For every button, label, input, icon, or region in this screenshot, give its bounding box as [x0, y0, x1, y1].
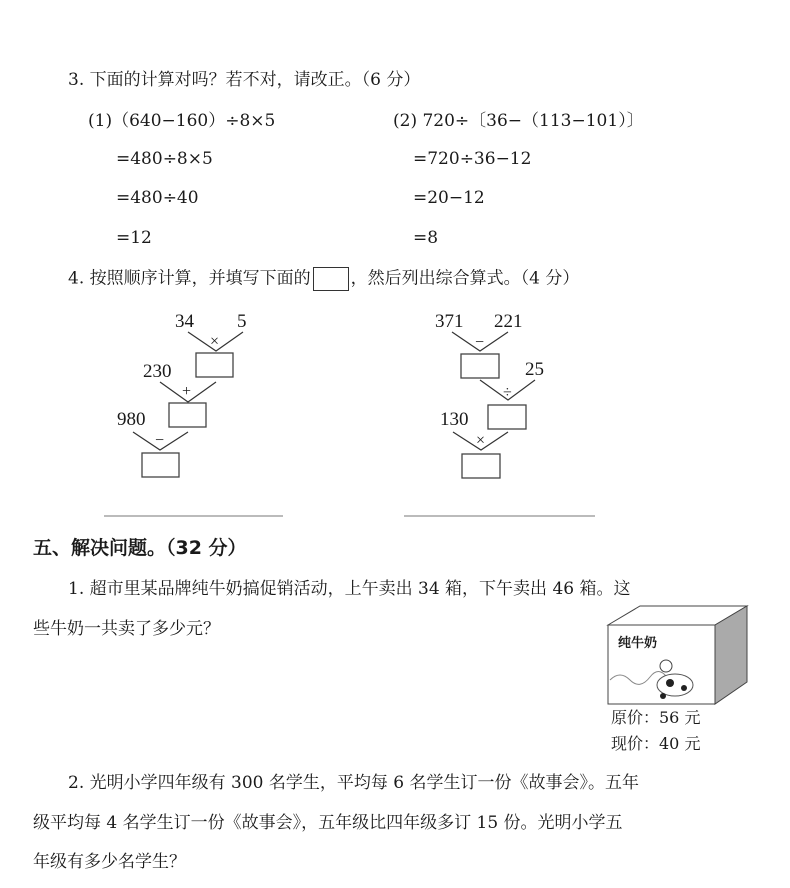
operand: 980 [117, 409, 146, 430]
operator: × [210, 333, 220, 350]
operator: ÷ [503, 384, 512, 401]
operand: 230 [143, 361, 172, 382]
operator: − [155, 432, 165, 449]
problem-text: 2. 光明小学四年级有 300 名学生，平均每 6 名学生订一份《故事会》。五年 [68, 773, 640, 793]
q3-p2-line: (2) 720÷〔36−（113−101）〕 [393, 111, 644, 131]
q3-p2-line: =20−12 [413, 188, 485, 208]
answer-box[interactable] [142, 453, 179, 477]
problem-text: 年级有多少名学生？ [33, 852, 186, 872]
q3-p1-line: (1)（640−160）÷8×5 [88, 111, 276, 131]
q3-p1-line: =12 [116, 228, 152, 248]
operand: 221 [494, 311, 523, 332]
answer-box[interactable] [488, 405, 526, 429]
operand: 34 [175, 311, 194, 332]
section-title: 五、解决问题。（32 分） [33, 537, 247, 559]
q4-title-a: 4. 按照顺序计算，并填写下面的 [68, 268, 311, 289]
current-price: 现价：40 元 [611, 734, 701, 753]
q3-title: 3. 下面的计算对吗？若不对，请改正。（6 分） [68, 70, 421, 90]
problem-text: 级平均每 4 名学生订一份《故事会》，五年级比四年级多订 15 份。光明小学五 [33, 813, 623, 833]
answer-box[interactable] [461, 354, 499, 378]
operator: + [182, 383, 192, 400]
original-price: 原价：56 元 [611, 708, 701, 727]
answer-box[interactable] [169, 403, 206, 427]
milk-label: 纯牛奶 [618, 636, 658, 651]
operand: 25 [525, 359, 544, 380]
milk-box-illustration [600, 600, 750, 710]
answer-box[interactable] [462, 454, 500, 478]
answer-box[interactable] [196, 353, 233, 377]
q3-p1-line: =480÷40 [116, 188, 199, 208]
operand: 371 [435, 311, 464, 332]
q3-p2-line: =8 [413, 228, 439, 248]
q3-p2-line: =720÷36−12 [413, 149, 532, 169]
operand: 130 [440, 409, 469, 430]
problem-text: 1. 超市里某品牌纯牛奶搞促销活动，上午卖出 34 箱，下午卖出 46 箱。这 [68, 579, 631, 599]
operator: − [475, 334, 485, 351]
operand: 5 [237, 311, 247, 332]
operator: × [476, 432, 486, 449]
q3-p1-line: =480÷8×5 [116, 149, 213, 169]
q4-title-b: ，然后列出综合算式。（4 分） [350, 268, 580, 289]
problem-text: 些牛奶一共卖了多少元？ [33, 619, 220, 639]
